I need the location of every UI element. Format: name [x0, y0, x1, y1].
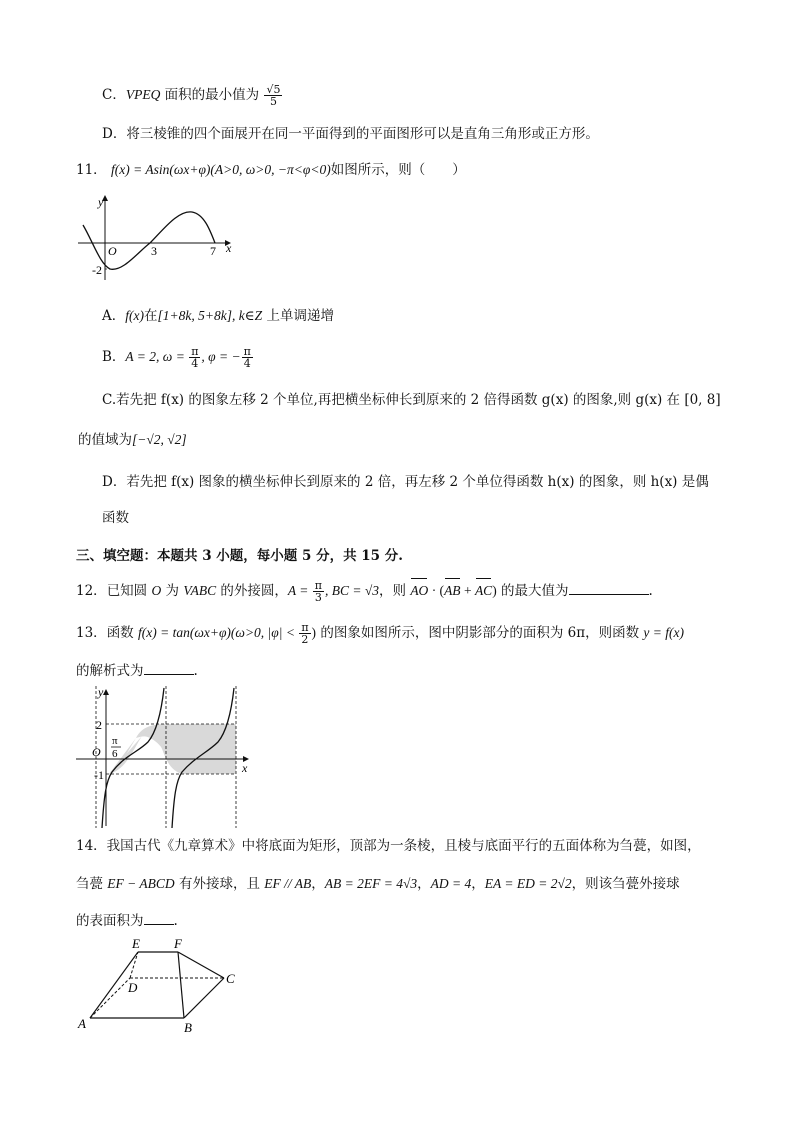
edge-bc [184, 978, 224, 1018]
q13-stem: 13．函数 f(x) = tan(ωx+φ)(ω>0, |φ| < $\frac{\pi}{2}$ ) 的图象如图所示，图中阴影部分的面积为 6π，则函数 y = f(x) [76, 621, 684, 646]
tick-minus-2: -2 [92, 263, 102, 277]
answer-blank[interactable] [144, 910, 174, 925]
tick-3: 3 [151, 244, 157, 258]
q11-option-b: B．A = 2, ω = $\frac{\pi}{4}$ , φ = − $\frac{\pi}{4}$ [102, 345, 251, 370]
q14-line1: 14．我国古代《九章算术》中将底面为矩形，顶部为一条棱，且棱与底面平行的五面体称为刍甍，如图， [76, 838, 701, 854]
label-c: C [226, 971, 235, 986]
q11-option-c-line2: 的值域为[−√2, √2] [78, 432, 187, 448]
answer-blank[interactable] [144, 660, 194, 675]
q13-line2: 的解析式为 . [76, 660, 198, 681]
y-label: y [98, 686, 104, 699]
tick-7: 7 [210, 244, 216, 258]
q14-line2: 刍甍 EF − ABCD 有外接球，且 EF // AB，AB = 2EF = 4√3，AD = 4，EA = ED = 2√2，则该刍甍外接球 [76, 876, 680, 892]
fraction: $\frac{√5}{5}$ [266, 83, 281, 108]
tick-minus-1: -1 [94, 768, 104, 782]
q11-option-c-line1: C.若先把 f(x) 的图象左移 2 个单位,再把横坐标伸长到原来的 2 倍得函数 g(x) 的图象,则 g(x) 在 [0, 8] [102, 392, 721, 408]
section-heading: 三、填空题：本题共 3 小题，每小题 5 分，共 15 分. [76, 548, 403, 564]
math-formula: f(x) = Asin(ωx+φ)(A>0, ω>0, −π<φ<0) [110, 162, 331, 177]
x-label: x [242, 761, 248, 775]
vector-ac: AC [475, 581, 492, 601]
option-prefix: C． [102, 87, 126, 103]
origin-label: O [92, 745, 101, 759]
tick-pi: π [112, 735, 118, 747]
q11-option-d-line1: D．若先把 f(x) 图象的横坐标伸长到原来的 2 倍，再左移 2 个单位得函数 h(x) 的图象，则 h(x) 是偶 [102, 474, 709, 490]
edge-de [130, 952, 138, 978]
label-a: A [78, 1016, 86, 1031]
vector-ab: AB [444, 581, 461, 601]
q11-sine-graph [78, 192, 238, 284]
edge-ad [90, 978, 130, 1018]
q14-chumeng-figure [76, 936, 246, 1036]
math-triangle: VPEQ [125, 87, 161, 102]
y-label: y [98, 195, 104, 209]
fraction: $\frac{\pi}{3}$ [314, 579, 322, 604]
q13-tangent-graph [76, 686, 256, 828]
q10-option-c [102, 84, 283, 107]
label-f: F [174, 936, 182, 951]
answer-blank[interactable] [569, 580, 649, 595]
tick-2: 2 [96, 718, 102, 732]
label-d: D [128, 980, 138, 995]
q11-option-a: A．f(x)在[1+8k, 5+8k], k∈Z 上单调递增 [102, 308, 334, 324]
fraction: $\frac{\pi}{4}$ [191, 345, 199, 370]
q12-stem: 12．已知圆 O 为 VABC 的外接圆，A = $\frac{\pi}{3}$ , BC = √3，则 AO · (AB + AC) 的最大值为 . [76, 579, 653, 604]
q14-line3: 的表面积为 . [76, 910, 178, 931]
option-text: 面积的最小值为 [160, 87, 264, 103]
edge-bf [178, 952, 184, 1018]
q10-option-d: D．将三棱锥的四个面展开在同一平面得到的平面图形可以是直角三角形或正方形。 [102, 126, 599, 142]
x-label: x [226, 241, 232, 255]
fraction: $\frac{\pi}{2}$ [301, 621, 309, 646]
origin-label: O [108, 244, 117, 258]
sine-curve [83, 212, 215, 269]
q11-stem: 11． f(x) = Asin(ωx+φ)(A>0, ω>0, −π<φ<0)如图所示，则（ ） [76, 162, 466, 178]
fraction: $\frac{\pi}{4}$ [243, 345, 251, 370]
vector-ao: AO [410, 581, 428, 601]
edge-cf [178, 952, 224, 978]
label-b: B [184, 1020, 192, 1035]
q11-option-d-line2: 函数 [102, 510, 129, 526]
label-e: E [132, 936, 140, 951]
tick-six: 6 [112, 748, 118, 760]
